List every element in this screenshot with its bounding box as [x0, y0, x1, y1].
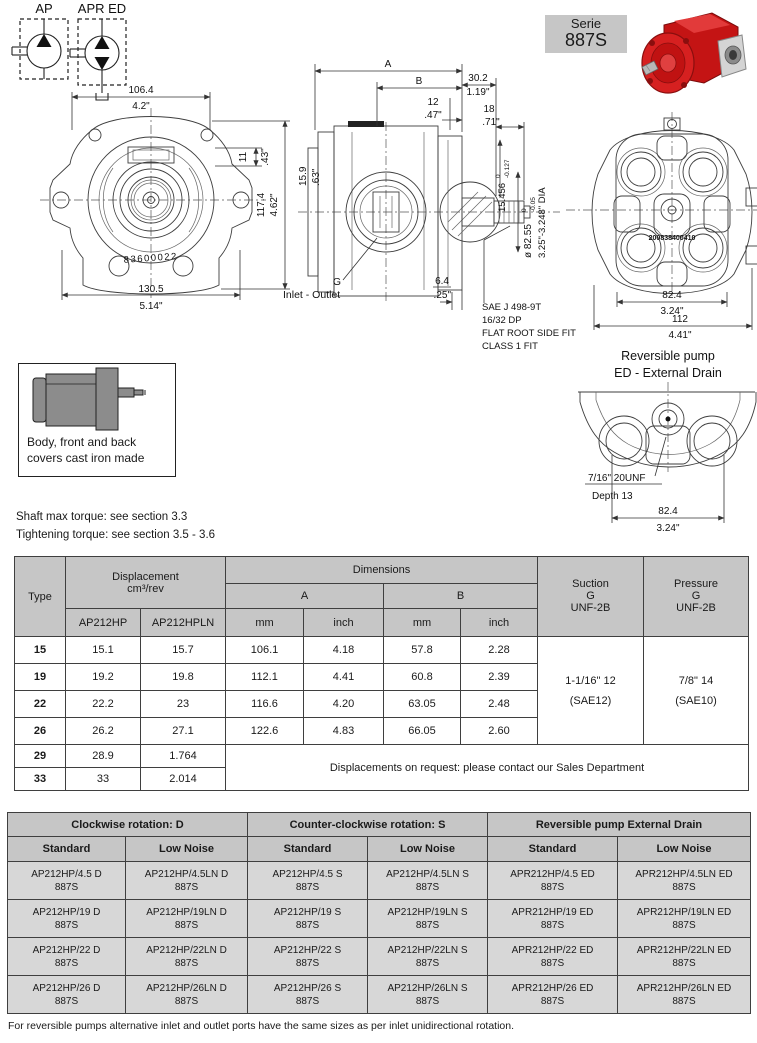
cast-iron-box [18, 363, 176, 477]
model-code: APR212HP/19 ED [511, 906, 594, 918]
subheader-standard: Standard [488, 837, 618, 862]
b-mm-cell: 57.8 [384, 637, 461, 664]
side-g-label: G [332, 276, 341, 288]
table-row [8, 938, 751, 976]
model-cell [488, 938, 618, 976]
model-series: 887S [672, 995, 696, 1007]
model-series: 887S [295, 881, 320, 893]
col-header-a-mm: mm [226, 609, 304, 637]
side-dia-tol-bot: -0.05 [530, 197, 537, 212]
model-series: 887S [54, 881, 79, 893]
model-series: 887S [295, 919, 320, 931]
front-height-in: 4.62" [269, 193, 280, 217]
model-code: AP212HP/19 S [273, 906, 342, 918]
a-inch-cell: 4.18 [304, 637, 384, 664]
reversible-view-drawing [578, 349, 756, 534]
model-code: AP212HP/4.5 D [31, 868, 102, 880]
ap-cell: 15.1 [66, 637, 141, 664]
sae-note-line1: SAE J 498-9T [482, 302, 542, 313]
type-cell: 19 [15, 664, 66, 691]
model-code: APR212HP/26LN ED [636, 982, 732, 994]
back-w2-mm: 112 [672, 314, 688, 325]
pressure-label: Pressure [673, 577, 719, 590]
model-code: APR212HP/4.5 ED [510, 868, 595, 880]
type-cell: 26 [15, 718, 66, 745]
front-width-in: 4.2" [132, 101, 150, 112]
subheader-standard: Standard [8, 837, 126, 862]
pump-triangle-down-icon [95, 57, 110, 70]
model-cell [368, 938, 488, 976]
model-code: AP212HP/26 S [273, 982, 342, 994]
front-base-mm: 130.5 [138, 284, 164, 295]
b-mm-cell: 66.05 [384, 718, 461, 745]
model-cell [8, 976, 126, 1014]
col-header-ap212hp: AP212HP [66, 609, 141, 637]
b-inch-cell: 2.39 [461, 664, 538, 691]
col-header-type: Type [15, 557, 66, 637]
model-cell [126, 976, 248, 1014]
table-row [15, 637, 749, 664]
b-mm-cell: 63.05 [384, 691, 461, 718]
product-photo [634, 5, 752, 107]
suction-value-line2: (SAE12) [569, 694, 612, 707]
b-inch-cell: 2.48 [461, 691, 538, 718]
suction-value-line1: 1-1/16" 12 [565, 674, 616, 687]
model-code: AP212HP/19 D [32, 906, 101, 918]
type-cell: 15 [15, 637, 66, 664]
col-header-suction [538, 557, 644, 637]
model-series: 887S [54, 919, 79, 931]
model-code: AP212HP/22 D [32, 944, 101, 956]
apln-cell: 19.8 [141, 664, 226, 691]
model-code: AP212HP/22LN D [146, 944, 227, 956]
front-width-mm: 106.4 [128, 85, 154, 96]
side-d1-mm: 30.2 [468, 73, 488, 84]
front-key-in: .43" [260, 148, 271, 166]
serie-badge [545, 15, 627, 53]
pressure-value-cell [644, 637, 749, 745]
group-header-reversible: Reversible pump External Drain [488, 813, 751, 837]
side-bore-tol-top: 0 [495, 174, 502, 178]
model-cell [488, 976, 618, 1014]
model-code: AP212HP/26LN S [387, 982, 468, 994]
tightening-torque-note: Tightening torque: see section 3.5 - 3.6 [16, 529, 216, 541]
model-series: 887S [174, 919, 199, 931]
type-cell: 29 [15, 745, 66, 768]
model-cell [618, 900, 751, 938]
group-header-clockwise: Clockwise rotation: D [8, 813, 248, 837]
side-d3-mm: 18 [483, 104, 495, 115]
cast-iron-note-line1: Body, front and back [27, 435, 137, 449]
apln-cell: 2.014 [141, 768, 226, 791]
b-inch-cell: 2.28 [461, 637, 538, 664]
model-cell [126, 938, 248, 976]
model-code: AP212HP/19LN D [146, 906, 227, 918]
displacement-unit: cm³/rev [127, 582, 164, 595]
model-series: 887S [672, 957, 696, 969]
apln-cell: 1.764 [141, 745, 226, 768]
pressure-g-label: G [691, 589, 701, 602]
ap-cell: 19.2 [66, 664, 141, 691]
model-code: APR212HP/26 ED [511, 982, 594, 994]
col-header-a-inch: inch [304, 609, 384, 637]
ap-cell: 26.2 [66, 718, 141, 745]
cast-iron-note-line2: covers cast iron made [27, 451, 145, 465]
displacement-label: Displacement [112, 570, 179, 583]
on-request-cell: Displacements on request: please contact our Sales Department [226, 745, 749, 791]
model-cell [126, 862, 248, 900]
model-cell [8, 900, 126, 938]
back-w2-in: 4.41" [668, 330, 692, 341]
pump-photo-art [634, 5, 752, 107]
ap-cell: 33 [66, 768, 141, 791]
back-w1-mm: 82.4 [662, 290, 682, 301]
model-cell [248, 900, 368, 938]
col-header-pressure [644, 557, 749, 637]
model-series: 887S [540, 957, 565, 969]
torque-notes [16, 508, 215, 544]
col-header-displacement [66, 557, 226, 609]
side-dim-b: B [415, 76, 423, 87]
drain-port-spec: 7/16" 20UNF [588, 473, 646, 484]
apln-cell: 15.7 [141, 637, 226, 664]
model-series: 887S [174, 957, 199, 969]
side-bore-tol-bot: -0.127 [504, 159, 511, 178]
table-row [8, 900, 751, 938]
subheader-low-noise: Low Noise [618, 837, 751, 862]
a-mm-cell: 122.6 [226, 718, 304, 745]
ap-symbol-label: AP [35, 1, 53, 16]
col-header-b-inch: inch [461, 609, 538, 637]
model-code: AP212HP/19LN S [387, 906, 468, 918]
table-row [8, 862, 751, 900]
front-casting-number: 83600022 [123, 251, 179, 266]
b-mm-cell: 60.8 [384, 664, 461, 691]
side-dia-in: 3.25"-3.248" DIA [537, 187, 548, 258]
model-code: AP212HP/4.5LN S [386, 868, 469, 880]
model-cell [488, 900, 618, 938]
sae-note-line4: CLASS 1 FIT [482, 341, 538, 352]
model-cell [8, 862, 126, 900]
type-cell: 33 [15, 768, 66, 791]
group-header-counterclockwise: Counter-clockwise rotation: S [248, 813, 488, 837]
a-inch-cell: 4.41 [304, 664, 384, 691]
apln-cell: 23 [141, 691, 226, 718]
a-inch-cell: 4.83 [304, 718, 384, 745]
a-mm-cell: 106.1 [226, 637, 304, 664]
side-d3-in: .71" [482, 117, 500, 128]
model-series: 887S [415, 881, 440, 893]
model-cell [368, 900, 488, 938]
model-code: APR212HP/22LN ED [636, 944, 732, 956]
side-view-drawing [283, 59, 576, 352]
model-code: AP212HP/4.5LN D [144, 868, 229, 880]
model-cell [488, 862, 618, 900]
drain-port-depth: Depth 13 [592, 491, 633, 502]
model-cell [248, 862, 368, 900]
model-cell [248, 976, 368, 1014]
side-bore-mm: 15.456 [497, 182, 508, 212]
apln-cell: 27.1 [141, 718, 226, 745]
reversible-w-in: 3.24" [656, 523, 680, 534]
reversible-w-mm: 82.4 [658, 506, 678, 517]
model-cell [126, 900, 248, 938]
front-view-drawing [40, 85, 290, 312]
model-series: 887S [54, 995, 79, 1007]
table-row [15, 745, 749, 768]
model-series: 887S [174, 995, 199, 1007]
side-d2-in: .47" [424, 110, 442, 121]
model-series: 887S [672, 881, 696, 893]
side-d4-mm: 6.4 [435, 276, 449, 287]
front-height-mm: 117.4 [256, 192, 267, 218]
side-dia-tol-top: 0 [521, 208, 528, 212]
model-cell [8, 938, 126, 976]
a-inch-cell: 4.20 [304, 691, 384, 718]
suction-unf-label: UNF-2B [570, 601, 611, 614]
pump-triangle-up-icon [95, 36, 110, 49]
model-code: APR212HP/22 ED [511, 944, 594, 956]
side-dim-a: A [384, 59, 392, 70]
footer-note: For reversible pumps alternative inlet and outlet ports have the same sizes as per inlet unidirectional rotation. [8, 1020, 515, 1032]
model-series: 887S [540, 995, 565, 1007]
back-marking: 200838400410 [648, 235, 696, 242]
model-code: APR212HP/4.5LN ED [635, 868, 733, 880]
suction-value-cell [538, 637, 644, 745]
back-w1-in: 3.24" [660, 306, 684, 317]
shaft-torque-note: Shaft max torque: see section 3.3 [16, 511, 188, 523]
sae-note-line3: FLAT ROOT SIDE FIT [482, 328, 576, 339]
model-cell [368, 862, 488, 900]
subheader-low-noise: Low Noise [368, 837, 488, 862]
model-cell [618, 938, 751, 976]
a-mm-cell: 116.6 [226, 691, 304, 718]
apred-symbol [70, 1, 126, 100]
cast-iron-pump-icon [19, 364, 169, 432]
ap-cell: 22.2 [66, 691, 141, 718]
model-series: 887S [672, 919, 696, 931]
model-series: 887S [174, 881, 199, 893]
model-series: 887S [415, 919, 440, 931]
side-left-in: .63" [311, 168, 322, 186]
reversible-title-line1: Reversible pump [621, 349, 715, 363]
side-dia-mm: ø 82.55 [523, 224, 534, 258]
pressure-value-line1: 7/8" 14 [678, 674, 714, 687]
dimensions-table [14, 556, 749, 791]
side-d4-in: .25" [433, 290, 451, 301]
model-cell [248, 938, 368, 976]
model-code: AP212HP/26 D [32, 982, 101, 994]
pressure-value-line2: (SAE10) [675, 694, 717, 707]
model-series: 887S [540, 919, 565, 931]
col-header-ap212hpln: AP212HPLN [141, 609, 226, 637]
model-series: 887S [415, 995, 440, 1007]
model-series: 887S [295, 957, 320, 969]
ap-symbol [12, 1, 68, 79]
sae-note-line2: 16/32 DP [482, 315, 522, 326]
a-mm-cell: 112.1 [226, 664, 304, 691]
rotation-table [7, 812, 751, 1014]
tank-icon [96, 93, 108, 100]
col-header-dimensions: Dimensions [226, 557, 538, 584]
serie-label: Serie [570, 15, 602, 31]
side-left-mm: 15.9 [298, 166, 309, 186]
subheader-low-noise: Low Noise [126, 837, 248, 862]
table-row [8, 976, 751, 1014]
model-code: AP212HP/22LN S [387, 944, 468, 956]
col-header-b-mm: mm [384, 609, 461, 637]
reversible-title-line2: ED - External Drain [614, 366, 722, 380]
front-key-mm: 11 [238, 151, 249, 163]
model-code: APR212HP/19LN ED [636, 906, 732, 918]
model-cell [618, 976, 751, 1014]
subheader-standard: Standard [248, 837, 368, 862]
model-series: 887S [295, 995, 320, 1007]
b-inch-cell: 2.60 [461, 718, 538, 745]
col-header-b: B [384, 584, 538, 609]
model-code: AP212HP/22 S [273, 944, 342, 956]
model-code: AP212HP/4.5 S [272, 868, 343, 880]
inlet-outlet-label: Inlet - Outlet [283, 289, 341, 301]
pressure-unf-label: UNF-2B [676, 601, 716, 614]
model-series: 887S [540, 881, 565, 893]
suction-g-label: G [586, 589, 595, 602]
model-cell [368, 976, 488, 1014]
pump-triangle-icon [37, 34, 52, 47]
side-d2-mm: 12 [427, 97, 439, 108]
ap-cell: 28.9 [66, 745, 141, 768]
front-base-in: 5.14" [139, 301, 163, 312]
type-cell: 22 [15, 691, 66, 718]
side-d1-in: 1.19" [466, 87, 490, 98]
model-cell [618, 862, 751, 900]
serie-number: 887S [564, 30, 608, 51]
model-series: 887S [54, 957, 79, 969]
suction-label: Suction [572, 577, 609, 590]
model-code: AP212HP/26LN D [146, 982, 227, 994]
apred-symbol-label: APR ED [77, 1, 127, 16]
col-header-a: A [226, 584, 384, 609]
back-view-drawing [566, 112, 757, 341]
model-series: 887S [415, 957, 440, 969]
